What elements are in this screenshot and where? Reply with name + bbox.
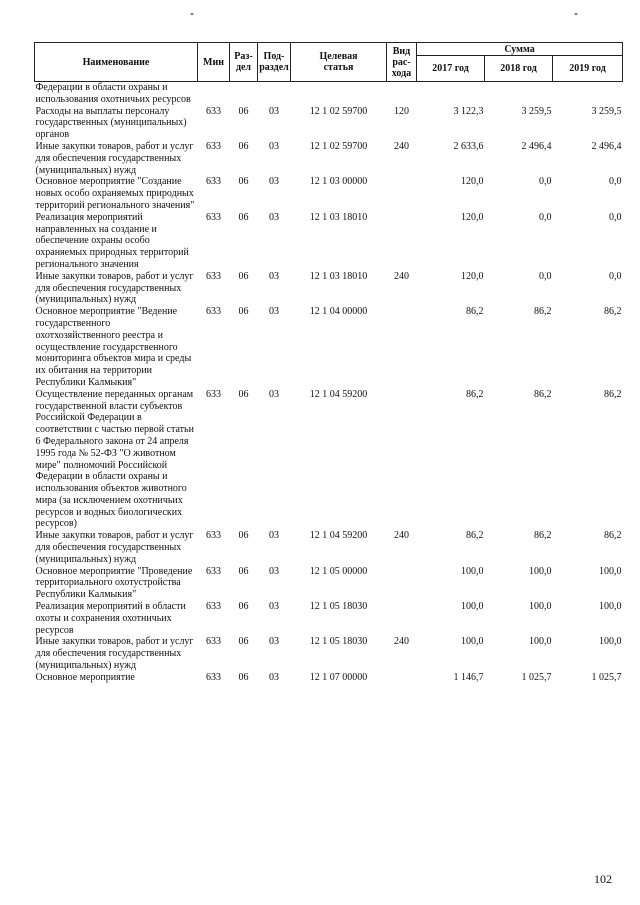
cell-y2019: 0,0	[609, 211, 622, 223]
cell-y2018: 100,0	[529, 636, 552, 648]
header-sum: Сумма	[417, 43, 623, 56]
page-number: 102	[594, 872, 612, 886]
cell-podrazdel	[258, 82, 291, 106]
header-year-2019: 2019 год	[553, 56, 623, 82]
cell-y2017: 2 633,6	[453, 140, 484, 152]
cell-vid	[387, 306, 417, 389]
cell-y2017: 1 146,7	[453, 671, 484, 683]
cell-razdel: 06	[238, 601, 249, 613]
cell-min	[198, 82, 230, 106]
cell-target: 12 1 07 00000	[309, 671, 368, 683]
cell-target: 12 1 02 59700	[309, 140, 368, 152]
cell-min: 633	[206, 105, 221, 117]
cell-razdel: 06	[238, 211, 249, 223]
cell-podrazdel: 03	[269, 140, 279, 152]
header-target: Целевая статья	[291, 43, 387, 82]
cell-vid: 120	[394, 105, 409, 117]
cell-y2019: 86,2	[604, 388, 622, 400]
cell-y2018: 86,2	[534, 306, 552, 318]
cell-y2018: 86,2	[534, 530, 552, 542]
cell-target: 12 1 05 18030	[309, 601, 368, 613]
cell-target: 12 1 04 00000	[309, 306, 368, 318]
cell-name: Основное мероприятие "Проведение территориального охотустройства Республики Калмыкия"	[35, 565, 193, 601]
cell-y2018: 0,0	[539, 270, 552, 282]
cell-y2017: 86,2	[466, 530, 484, 542]
cell-vid	[387, 389, 417, 531]
cell-name: Основное мероприятие "Создание новых особо охраняемых природных территорий регионального значения"	[35, 176, 195, 211]
cell-y2018: 100,0	[529, 565, 552, 577]
cell-vid: 240	[394, 140, 409, 152]
cell-podrazdel: 03	[269, 601, 279, 613]
cell-min: 633	[206, 211, 221, 223]
cell-y2019: 100,0	[599, 601, 622, 613]
cell-razdel: 06	[238, 306, 249, 318]
cell-vid: 240	[394, 530, 409, 542]
budget-table	[34, 42, 623, 684]
cell-podrazdel: 03	[269, 671, 279, 683]
cell-min: 633	[206, 388, 221, 400]
cell-razdel: 06	[238, 105, 249, 117]
cell-y2017	[417, 82, 485, 106]
cell-vid	[387, 82, 417, 106]
cell-y2019: 1 025,7	[591, 671, 622, 683]
header-razdel: Раз- дел	[230, 43, 258, 82]
cell-y2017: 120,0	[461, 270, 484, 282]
cell-podrazdel: 03	[269, 211, 279, 223]
cell-y2018: 0,0	[539, 176, 552, 188]
table-row	[35, 672, 623, 684]
cell-target: 12 1 03 18010	[309, 270, 368, 282]
cell-min: 633	[206, 565, 221, 577]
cell-y2018: 2 496,4	[521, 140, 552, 152]
cell-y2017: 120,0	[461, 211, 484, 223]
cell-y2019: 86,2	[604, 530, 622, 542]
cell-vid: 240	[394, 636, 409, 648]
cell-y2019: 2 496,4	[591, 140, 622, 152]
cell-y2017: 100,0	[461, 565, 484, 577]
cell-vid	[387, 212, 417, 271]
cell-name: Расходы на выплаты персоналу государственных (муниципальных) органов	[35, 105, 187, 141]
table-row	[35, 176, 623, 211]
header-year-2017: 2017 год	[417, 56, 485, 82]
header-vid: Вид рас- хода	[387, 43, 417, 82]
table-row	[35, 212, 623, 271]
cell-razdel: 06	[238, 140, 249, 152]
cell-razdel: 06	[238, 636, 249, 648]
cell-podrazdel: 03	[269, 636, 279, 648]
cell-y2019: 0,0	[609, 270, 622, 282]
cell-razdel: 06	[238, 565, 249, 577]
cell-vid	[387, 566, 417, 601]
cell-vid	[387, 176, 417, 211]
table-row	[35, 636, 623, 671]
cell-name: Федерации в области охраны и использования охотничьих ресурсов	[35, 82, 191, 105]
cell-min: 633	[206, 601, 221, 613]
cell-name: Основное мероприятие	[35, 671, 135, 683]
table-row	[35, 141, 623, 176]
cell-razdel: 06	[238, 270, 249, 282]
table-row	[35, 530, 623, 565]
cell-vid	[387, 601, 417, 636]
cell-razdel: 06	[238, 671, 249, 683]
table-row	[35, 306, 623, 389]
cell-y2018: 3 259,5	[521, 105, 552, 117]
cell-y2019: 86,2	[604, 306, 622, 318]
cell-y2017: 3 122,3	[453, 105, 484, 117]
cell-target	[291, 82, 387, 106]
cell-y2018: 1 025,7	[521, 671, 552, 683]
cell-min: 633	[206, 306, 221, 318]
cell-target: 12 1 05 18030	[309, 636, 368, 648]
cell-target: 12 1 04 59200	[309, 388, 368, 400]
header-year-2018: 2018 год	[485, 56, 553, 82]
cell-y2018: 100,0	[529, 601, 552, 613]
cell-podrazdel: 03	[269, 270, 279, 282]
cell-y2017: 100,0	[461, 636, 484, 648]
cell-podrazdel: 03	[269, 565, 279, 577]
cell-min: 633	[206, 671, 221, 683]
cell-y2018: 0,0	[539, 211, 552, 223]
header-name: Наименование	[35, 43, 198, 82]
cell-y2019: 3 259,5	[591, 105, 622, 117]
cell-y2019: 100,0	[599, 636, 622, 648]
cell-name: Иные закупки товаров, работ и услуг для обеспечения государственных (муниципальных) нужд	[35, 140, 194, 176]
cell-podrazdel: 03	[269, 176, 279, 188]
table-row	[35, 601, 623, 636]
cell-y2018: 86,2	[534, 388, 552, 400]
cell-min: 633	[206, 140, 221, 152]
table-row	[35, 389, 623, 531]
cell-name: Реализация мероприятий в области охоты и сохранения охотничьих ресурсов	[35, 601, 186, 636]
cell-min: 633	[206, 636, 221, 648]
cell-y2019: 100,0	[599, 565, 622, 577]
cell-name: Реализация мероприятий направленных на создание и обеспечение охраны особо охраняемых природных территорий регионального значения	[35, 211, 189, 270]
cell-name: Осуществление переданных органам государственной власти субъектов Российской Федерации в соответствии с частью первой статьи 6 Федерального закона от 24 апреля 1995 года № 52-ФЗ "О животном мире" полномочий Российской Федерации в области охраны и использования объектов животного мира (за исключением охотничьих ресурсов и водных биологических ресурсов)	[35, 388, 194, 530]
cell-razdel: 06	[238, 388, 249, 400]
cell-name: Иные закупки товаров, работ и услуг для обеспечения государственных (муниципальных) нужд	[35, 636, 194, 672]
table-row	[35, 271, 623, 306]
cell-y2017: 100,0	[461, 601, 484, 613]
cell-min: 633	[206, 270, 221, 282]
cell-target: 12 1 04 59200	[309, 530, 368, 542]
cell-name: Основное мероприятие "Ведение государственного охотхозяйственного реестра и осуществление государственного мониторинга объектов мира и среды их обитания на территории Республики Калмыкия"	[35, 306, 192, 388]
cell-razdel: 06	[238, 176, 249, 188]
header-min: Мин	[198, 43, 230, 82]
cell-name: Иные закупки товаров, работ и услуг для обеспечения государственных (муниципальных) нужд	[35, 270, 194, 306]
cell-y2017: 86,2	[466, 388, 484, 400]
header-dash-right: -	[574, 6, 578, 20]
cell-y2018	[485, 82, 553, 106]
header-podrazdel: Под- раздел	[258, 43, 291, 82]
cell-y2019	[553, 82, 623, 106]
table-row	[35, 566, 623, 601]
cell-target: 12 1 03 00000	[309, 176, 368, 188]
cell-min: 633	[206, 176, 221, 188]
cell-name: Иные закупки товаров, работ и услуг для обеспечения государственных (муниципальных) нужд	[35, 530, 194, 565]
header-dash-left: -	[190, 6, 194, 20]
cell-vid: 240	[394, 270, 409, 282]
cell-vid	[387, 672, 417, 684]
cell-podrazdel: 03	[269, 306, 279, 318]
cell-y2019: 0,0	[609, 176, 622, 188]
cell-podrazdel: 03	[269, 530, 279, 542]
cell-podrazdel: 03	[269, 105, 279, 117]
cell-razdel	[230, 82, 258, 106]
cell-y2017: 86,2	[466, 306, 484, 318]
cell-y2017: 120,0	[461, 176, 484, 188]
cell-min: 633	[206, 530, 221, 542]
table-row	[35, 106, 623, 141]
table-row	[35, 82, 623, 106]
cell-target: 12 1 05 00000	[309, 565, 368, 577]
cell-razdel: 06	[238, 530, 249, 542]
cell-target: 12 1 03 18010	[309, 211, 368, 223]
cell-podrazdel: 03	[269, 388, 279, 400]
cell-target: 12 1 02 59700	[309, 105, 368, 117]
